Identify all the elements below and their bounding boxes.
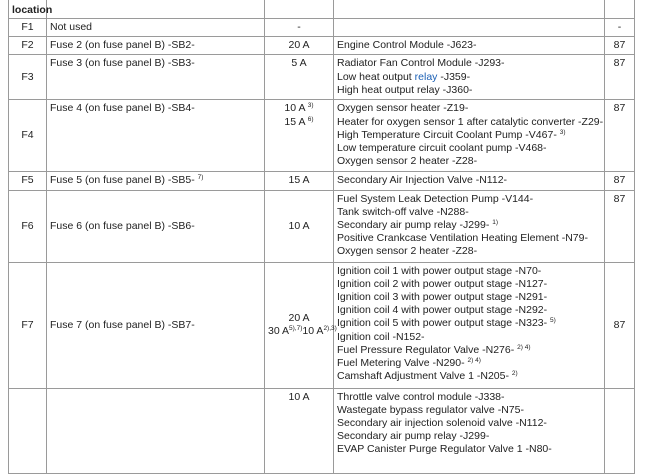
fuse-components <box>334 172 605 190</box>
fuse-description: Fuse 5 (on fuse panel B) -SB5- $^{7)}$ <box>47 172 265 190</box>
fuse-location: F2 <box>9 37 47 55</box>
fuse-components <box>334 55 605 100</box>
fuse-description: Fuse 6 (on fuse panel B) -SB6- <box>47 190 265 262</box>
component-item: Positive Crankcase Ventilation Heating Element -N79- <box>337 232 588 245</box>
fuse-terminal: - <box>605 19 635 37</box>
fuse-description: Fuse 7 (on fuse panel B) -SB7- <box>47 262 265 388</box>
component-item: Fuel Pressure Regulator Valve -N276- $^{2) 4)}$ <box>337 343 531 356</box>
component-item: Fuel System Leak Detection Pump -V144- <box>337 192 534 205</box>
component-item: Heater for oxygen sensor 1 after catalytic converter -Z29- <box>337 115 604 128</box>
component-item: Ignition coil -N152- <box>337 330 425 343</box>
fuse-terminal: 87 <box>605 172 635 190</box>
component-item: Secondary air injection solenoid valve -N112- <box>337 417 547 430</box>
fuse-amperage: 15 A <box>265 172 334 190</box>
component-item: Fuel Metering Valve -N290- $^{2) 4)}$ <box>337 357 481 370</box>
component-item: Ignition coil 5 with power output stage -N323- $^{5)}$ <box>337 317 556 330</box>
fuse-location: F5 <box>9 172 47 190</box>
fuse-components <box>334 37 605 55</box>
component-item: Secondary air pump relay -J299- $^{1)}$ <box>337 219 499 232</box>
component-item: Throttle valve control module -J338- <box>337 390 505 403</box>
fuse-terminal: 87 <box>605 55 635 100</box>
fuse-location: F7 <box>9 262 47 388</box>
fuse-location: F4 <box>9 100 47 172</box>
fuse-terminal: 87 <box>605 262 635 388</box>
fuse-description: Fuse 3 (on fuse panel B) -SB3- <box>47 55 265 100</box>
fuse-location: F1 <box>9 19 47 37</box>
fuse-amperage: 5 A <box>265 55 334 100</box>
fuse-terminal: 87 <box>605 100 635 172</box>
component-item: Engine Control Module -J623- <box>337 39 477 52</box>
component-item: High Temperature Circuit Coolant Pump -V467- $^{3)}$ <box>337 128 566 141</box>
fuse-amperage: 10 A <box>265 388 334 473</box>
header-description <box>47 0 265 19</box>
component-item: Low temperature circuit coolant pump -V468- <box>337 142 547 155</box>
header-component <box>334 0 605 19</box>
component-item: Oxygen sensor 2 heater -Z28- <box>337 245 478 258</box>
table-row <box>9 100 635 172</box>
fuse-components <box>334 19 605 37</box>
component-item: Secondary Air Injection Valve -N112- <box>337 174 508 187</box>
table-row <box>9 262 635 388</box>
component-item: Wastegate bypass regulator valve -N75- <box>337 403 524 416</box>
header-amperage <box>265 0 334 19</box>
table-row <box>9 19 635 37</box>
component-item: Ignition coil 3 with power output stage -N291- <box>337 291 548 304</box>
component-item: Oxygen sensor heater -Z19- <box>337 102 469 115</box>
fuse-amperage: 20 A <box>265 37 334 55</box>
fuse-location: F6 <box>9 190 47 262</box>
fuse-components <box>334 100 605 172</box>
component-item: High heat output relay -J360- <box>337 83 473 96</box>
component-item: Secondary air pump relay -J299- <box>337 430 490 443</box>
table-row <box>9 172 635 190</box>
fuse-amperage: - <box>265 19 334 37</box>
table-header-row <box>9 0 635 19</box>
table-row <box>9 37 635 55</box>
fuse-description <box>47 388 265 473</box>
fuse-description: Not used <box>47 19 265 37</box>
relay-link[interactable]: relay <box>414 70 438 83</box>
fuse-components <box>334 262 605 388</box>
table-row <box>9 388 635 473</box>
table-row <box>9 55 635 100</box>
fuse-amperage: 10 A $^{3)}$ 15 A $^{6)}$ <box>265 100 334 172</box>
fuse-components <box>334 388 605 473</box>
header-location: location <box>9 0 47 19</box>
component-item: EVAP Canister Purge Regulator Valve 1 -N80- <box>337 443 552 456</box>
component-item: Tank switch-off valve -N288- <box>337 205 469 218</box>
table-row <box>9 190 635 262</box>
component-item: Camshaft Adjustment Valve 1 -N205- $^{2)}$ <box>337 370 518 383</box>
component-item: Ignition coil 2 with power output stage -N127- <box>337 277 548 290</box>
component-item: Ignition coil 1 with power output stage -N70- <box>337 264 542 277</box>
fuse-description: Fuse 4 (on fuse panel B) -SB4- <box>47 100 265 172</box>
header-terminal <box>605 0 635 19</box>
fuse-terminal: 87 <box>605 190 635 262</box>
component-item: Radiator Fan Control Module -J293- <box>337 57 505 70</box>
fuse-terminal <box>605 388 635 473</box>
fuse-table <box>8 0 635 474</box>
fuse-terminal: 87 <box>605 37 635 55</box>
fuse-amperage: 20 A 30 $A^{5),7)}10$ $A^{2),3)}$ <box>265 262 334 388</box>
fuse-location: F3 <box>9 55 47 100</box>
fuse-components <box>334 190 605 262</box>
fuse-description: Fuse 2 (on fuse panel B) -SB2- <box>47 37 265 55</box>
component-item: Oxygen sensor 2 heater -Z28- <box>337 155 478 168</box>
component-item: Ignition coil 4 with power output stage -N292- <box>337 304 548 317</box>
component-item: Low heat output relay -J359- <box>337 70 471 83</box>
fuse-amperage: 10 A <box>265 190 334 262</box>
fuse-location <box>9 388 47 473</box>
